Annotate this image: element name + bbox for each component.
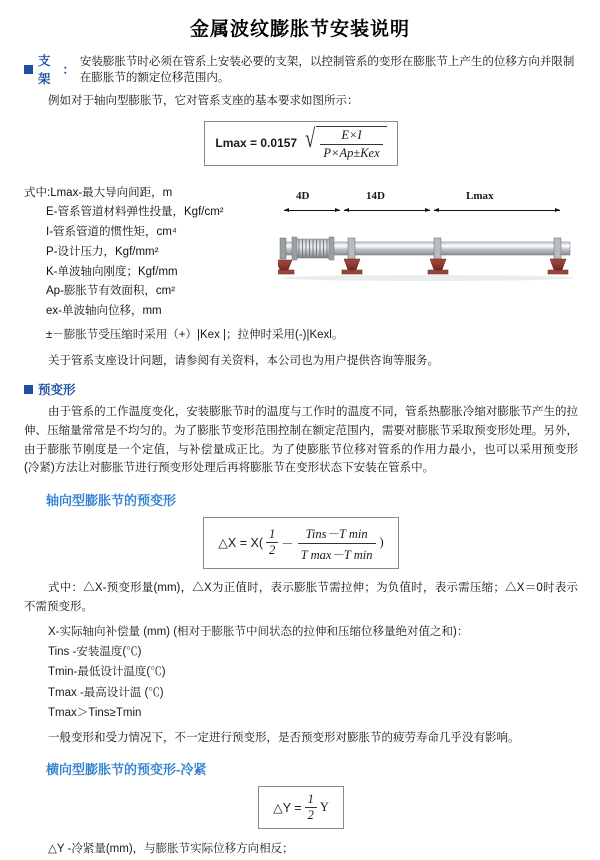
axial-item: Tmax -最高设计温 (℃) <box>48 686 164 699</box>
subsection-heading-axial: 轴向型膨胀节的预变形 <box>46 492 177 508</box>
section-heading-bracket <box>24 51 578 87</box>
bellows-element <box>292 237 334 260</box>
axial-item: Tmin-最低设计温度(℃) <box>48 666 166 679</box>
dimension-arrow-14d <box>344 210 430 211</box>
section-heading-colon: ： <box>62 63 75 77</box>
section-heading-bracket-label: 支架 <box>38 54 51 86</box>
axial-eq-fraction <box>294 523 380 563</box>
axial-eq-minus: － <box>281 536 294 551</box>
axial-predeform-equation <box>24 517 578 569</box>
dimension-arrow-lmax <box>434 210 560 211</box>
axial-expansion-joint-support-diagram <box>278 190 578 300</box>
variable-line-sign: ±－膨胀节受压缩时采用（+）|Kex |；拉伸时采用(-)|Kexl。 <box>46 328 344 341</box>
lateral-eq-half <box>305 792 317 823</box>
figure-labels <box>278 190 578 206</box>
variable-list <box>24 184 274 322</box>
axial-note: 一般变形和受力情况下，不一定进行预变形，是否预变形对膨胀节的疲劳寿命几乎没有影响。 <box>48 731 520 744</box>
axial-eq-half <box>266 527 278 558</box>
section-predeform-para1: 由于管系的工作温度变化，安装膨胀节时的温度与工作时的温度不同，管系热膨胀冷缩对膨胀节产生的拉伸、压缩量常常是不均匀的。为了膨胀节变形范围控制在额定范围内，需要对膨胀节采取预变形处理。另外，由于膨胀节刚度是一个定值，与补偿量成正比。为了使膨胀节位移对管系的作用力最小，也可以采用预变形(冷紧)方法让对膨胀节进行预变形处理后再将膨胀节在变形状态下安装在管系中。 <box>24 406 578 475</box>
axial-item: X-实际轴向补偿量 (mm) (相对于膨胀节中间状态的拉伸和压缩位移量绝对值之和)： <box>48 626 469 639</box>
page-title: 金属波纹膨胀节安装说明 <box>189 19 410 40</box>
variable-line: P-设计压力，Kgf/mm² <box>46 245 159 258</box>
document-page <box>0 14 600 856</box>
figure-label-14d: 14D <box>366 189 385 202</box>
axial-legend: 式中：△X-预变形量(mm)，△X为正值时，表示膨胀节需拉伸；为负值时，表示需压缩；△X＝0时表示不需预变形。 <box>24 581 578 613</box>
piping-system-svg <box>278 216 578 294</box>
figure-dimension-arrows <box>278 206 578 216</box>
figure-label-lmax: Lmax <box>466 189 494 202</box>
variable-line: ex-单波轴向位移，mm <box>46 305 162 318</box>
lmax-formula-numerator: E×I <box>320 128 382 145</box>
section-heading-predeform <box>24 380 578 398</box>
lateral-eq-half-den: 2 <box>307 808 314 823</box>
subsection-heading-lateral: 横向型膨胀节的预变形-冷紧 <box>46 762 207 778</box>
section-heading-predeform-label: 预变形 <box>38 383 76 398</box>
square-root-icon: √ $\frac{E\times I}{\text{P×Ap±Kex}}$ <box>303 126 387 161</box>
variable-line: Ap-膨胀节有效面积，cm² <box>46 285 176 298</box>
lmax-formula-lhs: Lmax = 0.0157 <box>215 136 298 151</box>
axial-item: Tmax＞Tins≥Tmin <box>48 706 142 719</box>
variable-line: 式中:Lmax-最大导向间距，m <box>24 186 173 199</box>
lateral-eq-lhs: △Y = <box>273 801 302 816</box>
section-bracket-para2: 例如对于轴向型膨胀节，它对管系支座的基本要求如图所示： <box>48 95 359 107</box>
section-bracket-para1: 安装膨胀节时必须在管系上安装必要的支架，以控制管系的变形在膨胀节上产生的位移方向并限制在膨胀节的额定位移范围内。 <box>79 56 575 84</box>
axial-eq-rhs: ) <box>379 535 384 550</box>
variable-line: K-单波轴向刚度；Kgf/mm <box>46 265 178 278</box>
document-content <box>0 51 600 860</box>
axial-eq-lhs: △X = X( <box>218 536 263 551</box>
axial-item: Tins -安装温度(℃) <box>48 646 142 659</box>
figure-drawing <box>278 216 578 294</box>
square-bullet-icon <box>24 385 33 394</box>
lateral-eq-half-num: 1 <box>305 792 317 808</box>
section-bracket-closing: 关于管系支座设计问题，请参阅有关资料，本公司也为用户提供咨询等服务。 <box>48 354 439 367</box>
lateral-eq-rhs: Y <box>319 800 329 815</box>
lmax-formula-denominator: P×Ap±Kex <box>323 145 380 160</box>
axial-eq-frac-num: Tins－T min <box>298 524 376 544</box>
axial-eq-frac-den: T max－T min <box>300 547 373 562</box>
lateral-legend: △Y -冷紧量(mm)，与膨胀节实际位移方向相反； <box>48 843 294 856</box>
variables-and-figure <box>24 178 578 326</box>
square-bullet-icon <box>24 65 33 74</box>
dimension-arrow-4d <box>284 210 340 211</box>
variable-line: I-管系管道的惯性矩，cm⁴ <box>46 226 177 239</box>
lmax-formula <box>24 121 578 166</box>
figure-label-4d: 4D <box>296 189 310 202</box>
axial-eq-half-den: 2 <box>268 543 276 558</box>
lateral-predeform-equation <box>24 786 578 829</box>
variable-line: E-管系管道材料弹性投量，Kgf/cm² <box>46 206 224 219</box>
axial-eq-half-num: 1 <box>266 527 278 543</box>
